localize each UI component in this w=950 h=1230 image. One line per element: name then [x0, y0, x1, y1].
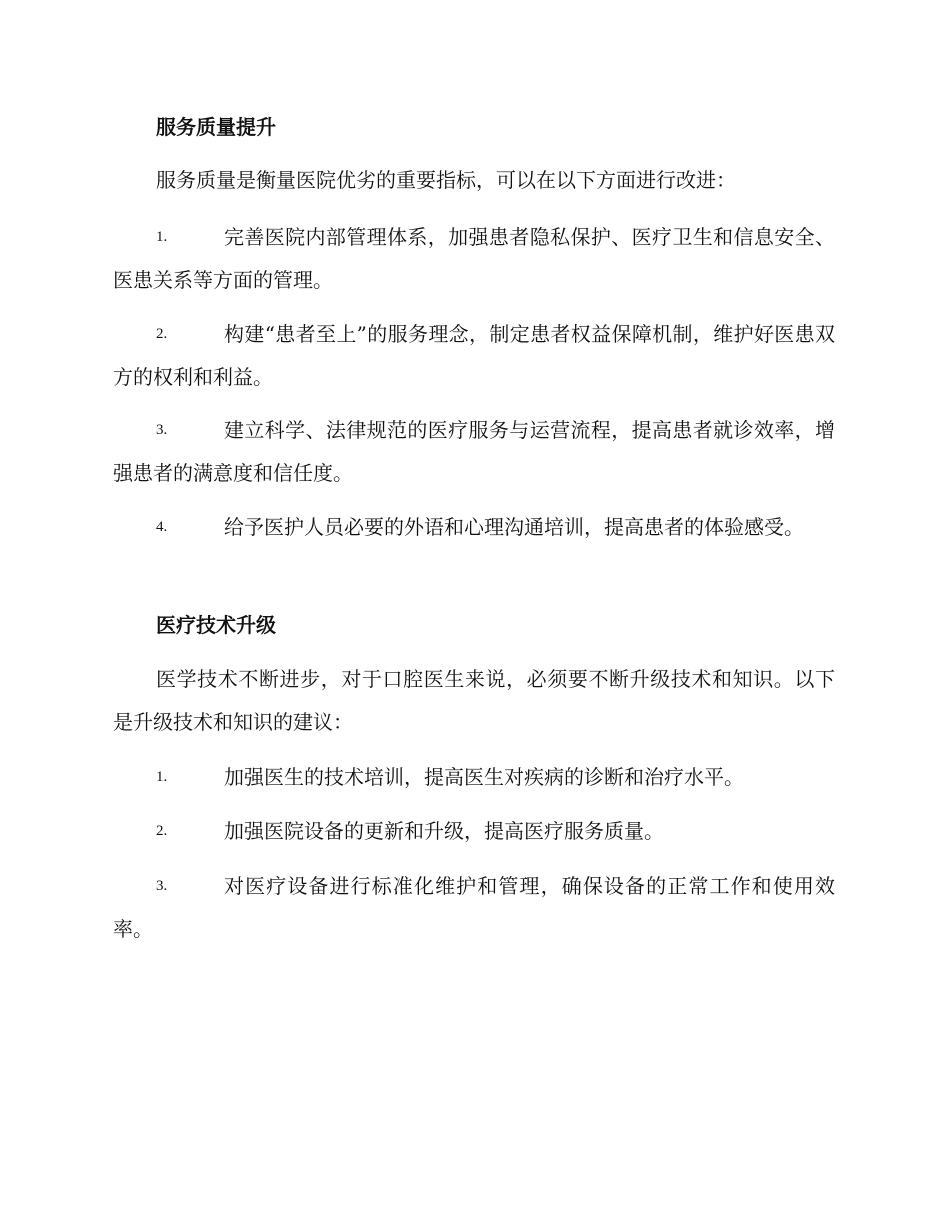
list-item-text: 给予医护人员必要的外语和心理沟通培训，提高患者的体验感受。	[224, 515, 804, 539]
list-number: 4.	[156, 519, 168, 535]
list-item-text: 加强医生的技术培训，提高医生对疾病的诊断和治疗水平。	[224, 765, 744, 789]
section-heading-medical-technology: 医疗技术升级	[156, 613, 276, 637]
list-item	[113, 216, 835, 302]
list-number: 2.	[156, 326, 168, 342]
list-item-text: 加强医院设备的更新和升级，提高医疗服务质量。	[224, 819, 664, 843]
list-item	[113, 756, 835, 799]
list-item	[113, 865, 835, 951]
list-item-text: 建立科学、法律规范的医疗服务与运营流程，提高患者就诊效率，增强患者的满意度和信任度。	[113, 418, 835, 485]
list-number: 1.	[156, 769, 168, 785]
section-heading-service-quality: 服务质量提升	[156, 115, 276, 139]
list-item-text: 完善医院内部管理体系，加强患者隐私保护、医疗卫生和信息安全、医患关系等方面的管理。	[113, 225, 835, 292]
list-number: 2.	[156, 823, 168, 839]
list-number: 3.	[156, 878, 168, 894]
list-item	[113, 810, 835, 853]
list-number: 3.	[156, 422, 168, 438]
list-item	[113, 409, 835, 495]
list-item	[113, 506, 835, 549]
section-intro-medical-technology: 医学技术不断进步，对于口腔医生来说，必须要不断升级技术和知识。以下是升级技术和知识的建议：	[113, 667, 835, 734]
list-item	[113, 313, 835, 399]
list-item-text: 对医疗设备进行标准化维护和管理，确保设备的正常工作和使用效率。	[113, 874, 835, 941]
list-item-text: 构建“患者至上”的服务理念，制定患者权益保障机制，维护好医患双方的权利和利益。	[113, 322, 835, 389]
section-intro-service-quality: 服务质量是衡量医院优劣的重要指标，可以在以下方面进行改进：	[156, 168, 736, 192]
list-number: 1.	[156, 229, 168, 245]
